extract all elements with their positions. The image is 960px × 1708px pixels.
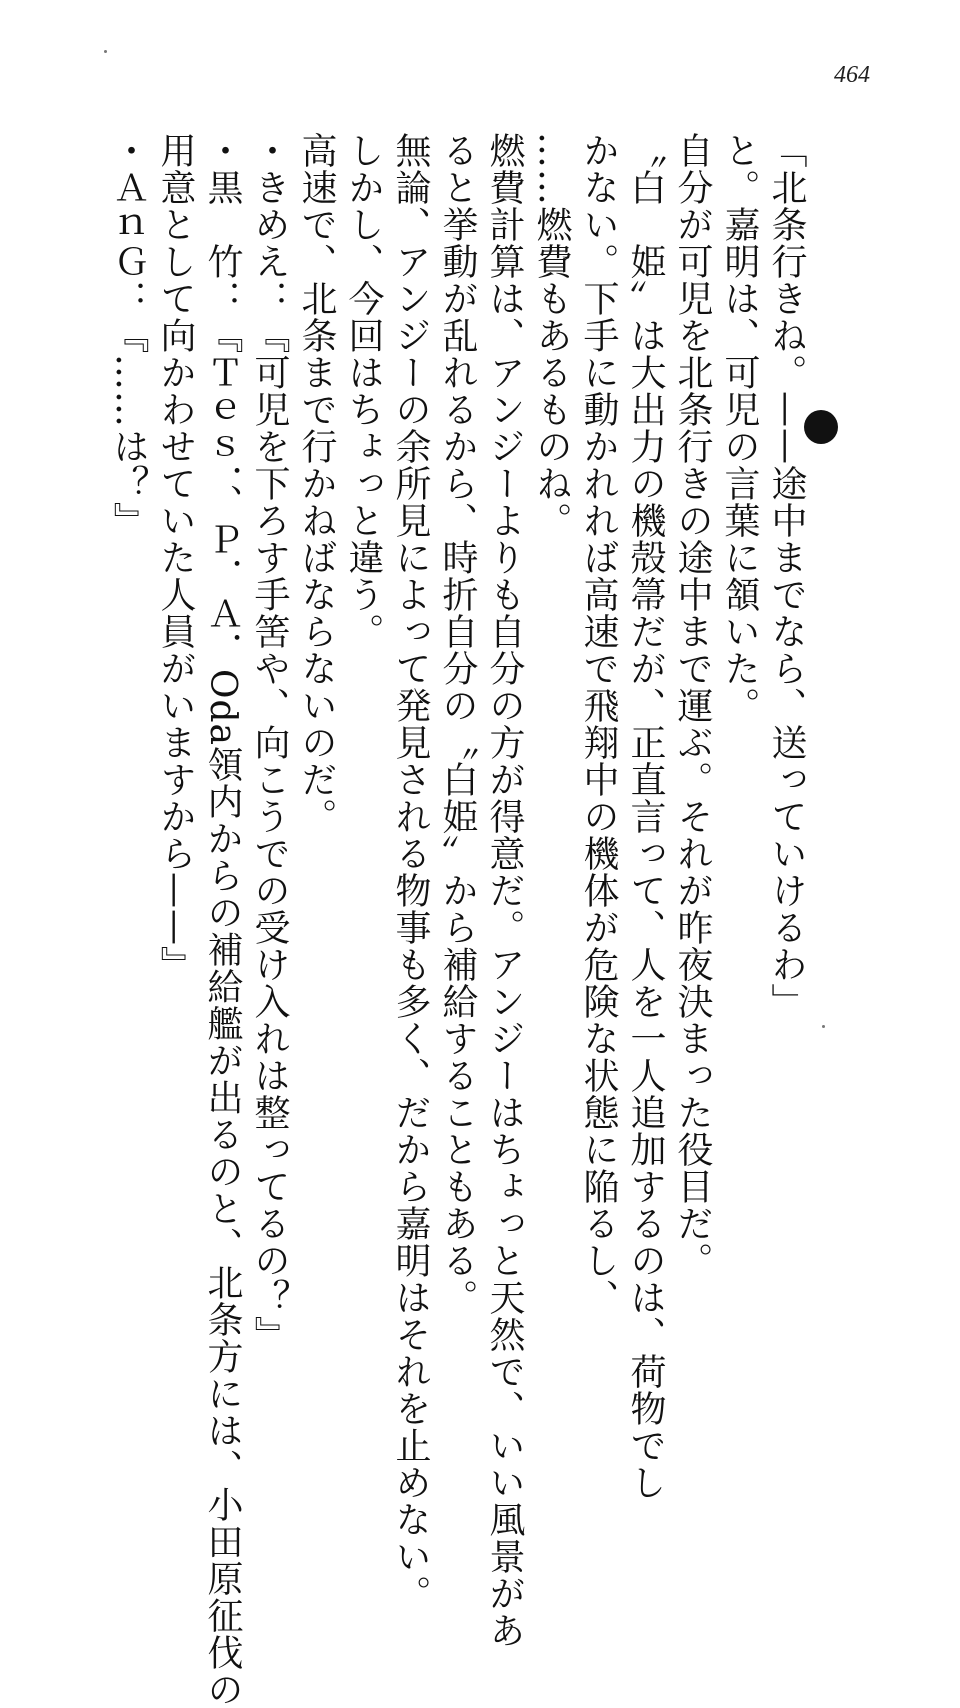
page-number: 464 <box>834 62 870 88</box>
text-line: ・ＡｎＧ：『……は？』 <box>108 132 149 539</box>
text-line: と。嘉明は、可児の言葉に頷いた。 <box>719 132 760 724</box>
text-line: 「北条行きね。——途中までなら、送っていけるわ」 <box>766 132 807 1020</box>
text-line: 用意として向かわせていた人員がいますから——』 <box>155 132 196 983</box>
text-line: ると挙動が乱れるから、時折自分の〝白姫〟から補給することもある。 <box>437 132 478 1316</box>
text-line: ・きめえ：『可児を下ろす手筈や、向こうでの受け入れは整ってるの？』 <box>249 132 290 1353</box>
scan-speck <box>104 50 107 53</box>
text-line: しかし、今回はちょっと違う。 <box>343 132 384 650</box>
text-line: 高速で、北条まで行かねばならないのだ。 <box>296 132 337 835</box>
text-line: 無論、アンジーの余所見によって発見される物事も多く、だから嘉明はそれを止めない。 <box>390 132 431 1612</box>
scan-speck <box>822 1025 825 1028</box>
text-line: ・黒 竹：『Ｔｅｓ．、Ｐ．Ａ．Oda領内からの補給艦が出るのと、北条方には、小田原征伐の <box>202 132 243 1708</box>
text-line: 〝白 姫〟は大出力の機殻箒だが、正直言って、人を一人追加するのは、荷物でし <box>625 132 666 1501</box>
text-line: 自分が可児を北条行きの途中まで運ぶ。それが昨夜決まった役目だ。 <box>672 132 713 1279</box>
body-text <box>105 132 810 1708</box>
text-line: かない。下手に動かれれば高速で飛翔中の機体が危険な状態に陥るし、 <box>578 132 619 1316</box>
text-line: 燃費計算は、アンジーよりも自分の方が得意だ。アンジーはちょっと天然で、いい風景があ <box>484 132 525 1649</box>
text-line: ……燃費もあるものね。 <box>531 132 572 539</box>
